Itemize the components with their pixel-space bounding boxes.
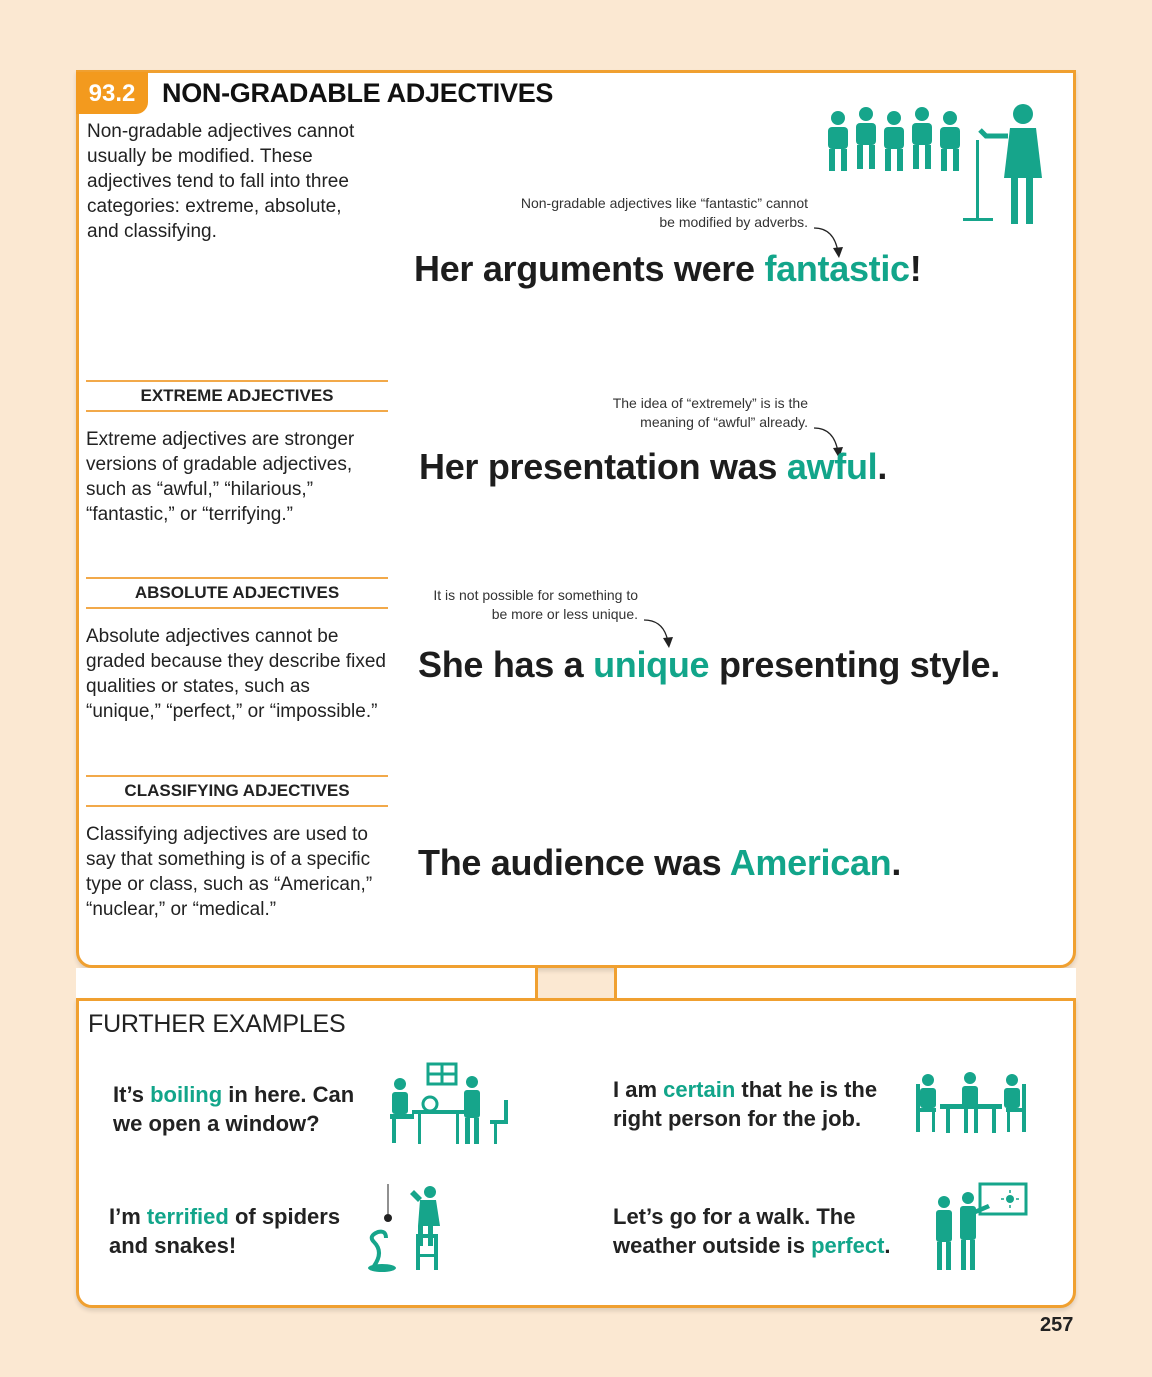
highlighted-adjective: certain <box>663 1077 736 1102</box>
section-title: NON-GRADABLE ADJECTIVES <box>162 78 554 108</box>
example-3-note: It is not possible for something to be more or less unique. <box>433 587 638 622</box>
further-example-3: I’m terrified of spiders and snakes! <box>109 1204 341 1258</box>
further-examples-title: FURTHER EXAMPLES <box>88 1010 346 1038</box>
category-text-classifying: Classifying adjectives are used to say that something is of a specific type or class, such as “American,” “nuclear,” or “medical.” <box>86 824 373 920</box>
highlighted-adjective: American <box>729 842 892 883</box>
section-number: 93.2 <box>76 72 148 114</box>
category-text-absolute: Absolute adjectives cannot be graded because they describe fixed qualities or states, such as “unique,” “perfect,” or “impossible.” <box>86 626 386 722</box>
example-2-sentence: Her presentation was awful. <box>419 446 888 487</box>
category-heading-extreme: EXTREME ADJECTIVES <box>86 380 388 412</box>
category-heading-absolute: ABSOLUTE ADJECTIVES <box>86 577 388 609</box>
example-1-sentence: Her arguments were fantastic! <box>414 248 922 289</box>
highlighted-adjective: fantastic <box>764 248 910 289</box>
connector-right <box>614 968 1076 1002</box>
example-4-sentence: The audience was American. <box>418 842 902 883</box>
presentation-sun-illustration <box>930 1182 1030 1274</box>
highlighted-adjective: unique <box>593 644 710 685</box>
spider-snake-scared-illustration <box>368 1182 444 1274</box>
highlighted-adjective: perfect <box>811 1233 885 1258</box>
highlighted-adjective: boiling <box>150 1082 223 1107</box>
page-number: 257 <box>1040 1314 1074 1336</box>
audience-speaker-illustration <box>818 100 1053 230</box>
example-1-note: Non-gradable adjectives like “fantastic” cannot be modified by adverbs. <box>520 195 808 230</box>
meeting-table-illustration <box>912 1070 1030 1136</box>
example-2-note: The idea of “extremely” is is the meaning of “awful” already. <box>612 395 808 430</box>
highlighted-adjective: terrified <box>146 1204 229 1229</box>
category-heading-classifying: CLASSIFYING ADJECTIVES <box>86 775 388 807</box>
connector-left <box>76 968 538 1002</box>
further-example-2: I am certain that he is the right person for the job. <box>613 1077 878 1131</box>
highlighted-adjective: awful <box>786 446 878 487</box>
intro-text: Non-gradable adjectives cannot usually be modified. These adjectives tend to fall into three categories: extreme, absolute, and classifying. <box>87 121 355 242</box>
further-example-1: It’s boiling in here. Can we open a window? <box>113 1082 355 1136</box>
further-example-4: Let’s go for a walk. The weather outside is perfect. <box>613 1204 891 1258</box>
category-text-extreme: Extreme adjectives are stronger versions of gradable adjectives, such as “awful,” “hilarious,” “fantastic,” or “terrifying.” <box>86 429 355 525</box>
example-3-sentence: She has a unique presenting style. <box>418 644 1000 685</box>
office-heat-illustration <box>386 1062 516 1148</box>
further-examples-panel <box>76 998 1076 1308</box>
